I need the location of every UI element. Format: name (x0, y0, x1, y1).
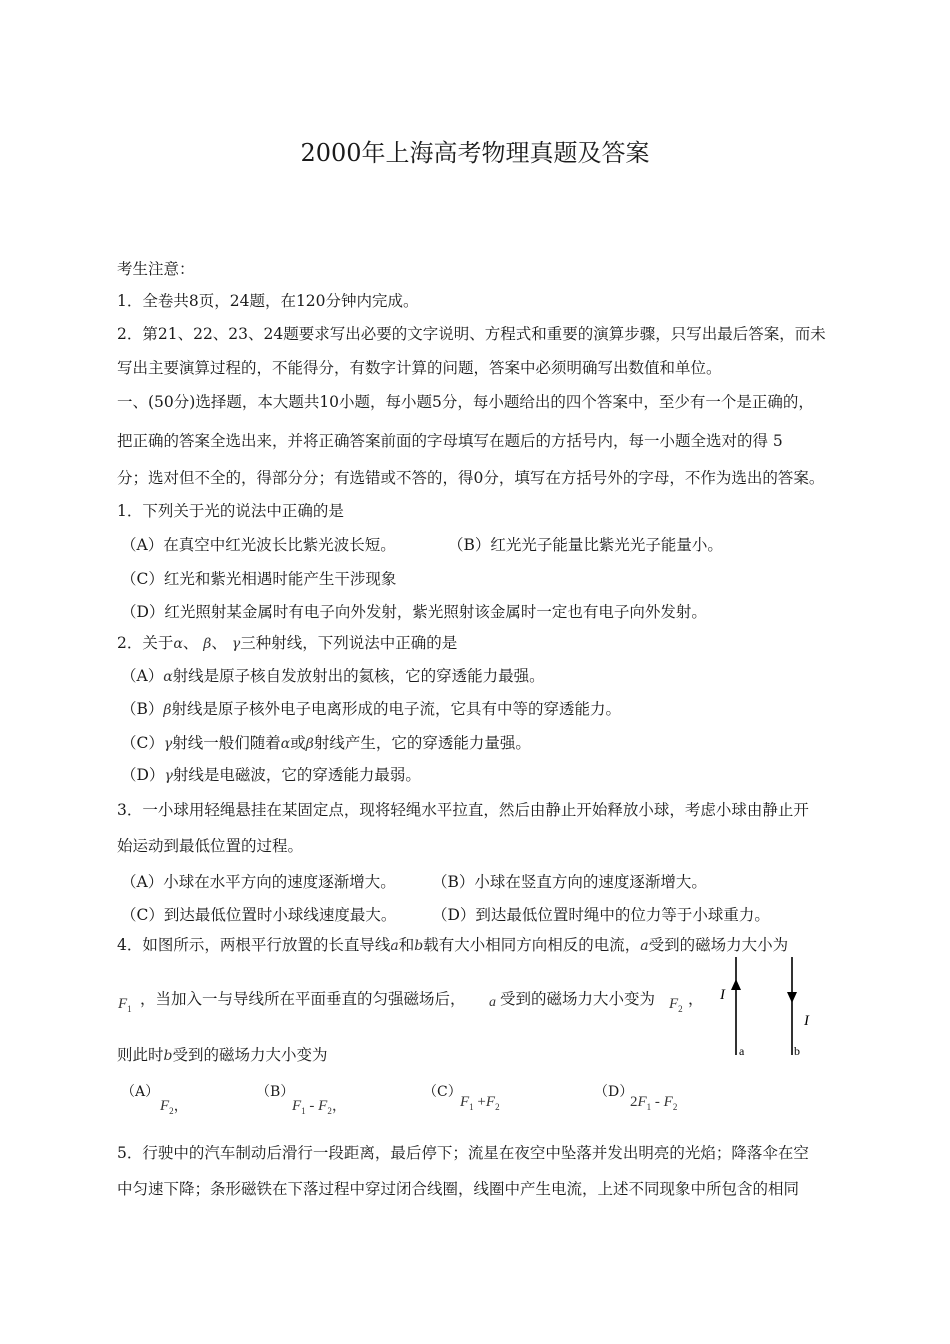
q2-stem (117, 631, 457, 653)
notice-item-2-cont: 写出主要演算过程的，不能得分，有数字计算的问题，答案中必须明确写出数值和单位。 (117, 359, 722, 377)
q4-stem-cont (140, 987, 466, 1009)
q4-text: 和 (398, 936, 415, 954)
q3-stem-cont: 始运动到最低位置的过程。 (117, 837, 304, 855)
separator: 、 (211, 634, 227, 652)
q4-option-b-value: $F_1 - F_2$， (292, 1098, 347, 1116)
q4-text: ， (688, 990, 704, 1008)
q4-option-c-value: $F_1 +F_2$ (460, 1094, 500, 1112)
option-text: 或 (290, 734, 306, 752)
q2-option-c (121, 731, 531, 753)
q1-option-a: （A）在真空中红光波长比紫光波长短。 (121, 536, 396, 554)
wire-a-label: a (640, 938, 649, 954)
q4-text: 则此时 (117, 1046, 164, 1064)
section1-line3: 分；选对但不全的，得部分分；有选错或不答的，得0分，填写在方括号外的字母，不作为选出的答案。 (117, 469, 825, 487)
wire-a-label: a (390, 938, 399, 954)
gamma-symbol: γ (231, 636, 241, 652)
current-label-b: I (804, 1013, 809, 1029)
option-label: （A） (121, 667, 164, 685)
alpha-symbol: α (173, 636, 183, 652)
q4-option-a-value: $F_2$， (160, 1098, 189, 1116)
beta-symbol: β (203, 636, 212, 652)
q3-option-b: （B）小球在竖直方向的速度逐渐增大。 (432, 873, 707, 891)
q5-stem: 5．行驶中的汽车制动后滑行一段距离，最后停下；流星在夜空中坠落并发出明亮的光焰；降落伞在空 (117, 1144, 809, 1162)
option-text: 射线是电磁波，它的穿透能力最弱。 (172, 766, 421, 784)
beta-symbol: β (163, 702, 172, 718)
wire-b-tag: b (794, 1044, 800, 1058)
option-label: （C） (121, 734, 164, 752)
q4-question (117, 1043, 328, 1065)
option-text: 射线产生，它的穿透能力量强。 (313, 734, 531, 752)
option-label: （B） (121, 700, 164, 718)
F2-symbol: $F_2$ (669, 996, 683, 1014)
q4-text: 4．如图所示，两根平行放置的长直导线 (117, 936, 391, 954)
beta-symbol: β (305, 736, 314, 752)
gamma-symbol: γ (164, 768, 173, 784)
q3-stem: 3．一小球用轻绳悬挂在某固定点，现将轻绳水平拉直，然后由静止开始释放小球，考虑小球由静止开 (117, 801, 809, 819)
q5-stem-cont: 中匀速下降；条形磁铁在下落过程中穿过闭合线圈，线圈中产生电流，上述不同现象中所包含的相同 (117, 1180, 800, 1198)
wire-b-label: b (414, 938, 424, 954)
q3-option-a: （A）小球在水平方向的速度逐渐增大。 (121, 873, 396, 891)
q4-text: ， (140, 990, 156, 1008)
option-label: （D） (121, 766, 165, 784)
q4-text: 受到的磁场力大小变为 (172, 1046, 328, 1064)
wire-a-label: a (489, 995, 496, 1010)
alpha-symbol: α (280, 736, 291, 752)
notice-heading: 考生注意： (117, 260, 195, 278)
q3-option-c: （C）到达最低位置时小球线速度最大。 (121, 906, 397, 924)
q4-text: 当加入一与导线所在平面垂直的匀强磁场后， (155, 990, 466, 1008)
separator: 、 (182, 634, 199, 652)
q4-option-b-label: （B） (256, 1084, 295, 1100)
q2-option-b (121, 697, 621, 719)
q1-stem: 1．下列关于光的说法中正确的是 (117, 502, 344, 520)
q1-option-d: （D）红光照射某金属时有电子向外发射，紫光照射该金属时一定也有电子向外发射。 (121, 603, 707, 621)
q2-stem-pre: 2．关于 (117, 634, 174, 652)
section1-line2: 把正确的答案全选出来，并将正确答案前面的字母填写在题后的方括号内，每一小题全选对的得 5 (117, 432, 783, 450)
wire-a-tag: a (739, 1044, 745, 1058)
option-text: 射线是原子核自发放射出的氦核，它的穿透能力最强。 (172, 667, 545, 685)
q2-option-a (121, 664, 545, 686)
q2-stem-post: 三种射线，下列说法中正确的是 (240, 634, 458, 652)
q4-option-c-label: （C） (423, 1084, 462, 1100)
parallel-wires-diagram (712, 955, 812, 1060)
q4-option-d-label: （D） (594, 1084, 634, 1100)
q2-option-d (121, 763, 421, 785)
q4-option-d-value: $2F_1 - F_2$ (630, 1094, 678, 1112)
gamma-symbol: γ (163, 736, 173, 752)
option-text: 射线是原子核外电子电离形成的电子流，它具有中等的穿透能力。 (171, 700, 621, 718)
notice-item-1: 1．全卷共8页，24题，在120分钟内完成。 (117, 292, 419, 310)
q3-option-d: （D）到达最低位置时绳中的位力等于小球重力。 (432, 906, 770, 924)
q1-option-b: （B）红光光子能量比紫光光子能量小。 (448, 536, 723, 554)
q4-text: 受到的磁场力大小变为 (500, 990, 656, 1008)
F1-symbol: $F_1$ (118, 996, 132, 1014)
q4-text: 受到的磁场力大小为 (648, 936, 789, 954)
notice-item-2: 2．第21、22、23、24题要求写出必要的文字说明、方程式和重要的演算步骤，只写出最后答案，而未 (117, 325, 826, 343)
q1-option-c: （C）红光和紫光相遇时能产生干涉现象 (121, 570, 397, 588)
option-text: 射线一般们随着 (172, 734, 281, 752)
wire-b-label: b (163, 1048, 173, 1064)
page-title: 2000年上海高考物理真题及答案 (300, 139, 650, 167)
q4-text: 载有大小相同方向相反的电流， (423, 936, 641, 954)
section1-line1: 一、(50分)选择题，本大题共10小题，每小题5分，每小题给出的四个答案中，至少有一个是正确的， (117, 393, 814, 411)
q4-stem (117, 933, 788, 955)
alpha-symbol: α (163, 669, 173, 685)
current-label-a: I (720, 987, 725, 1003)
q4-option-a-label: （A） (121, 1084, 160, 1100)
